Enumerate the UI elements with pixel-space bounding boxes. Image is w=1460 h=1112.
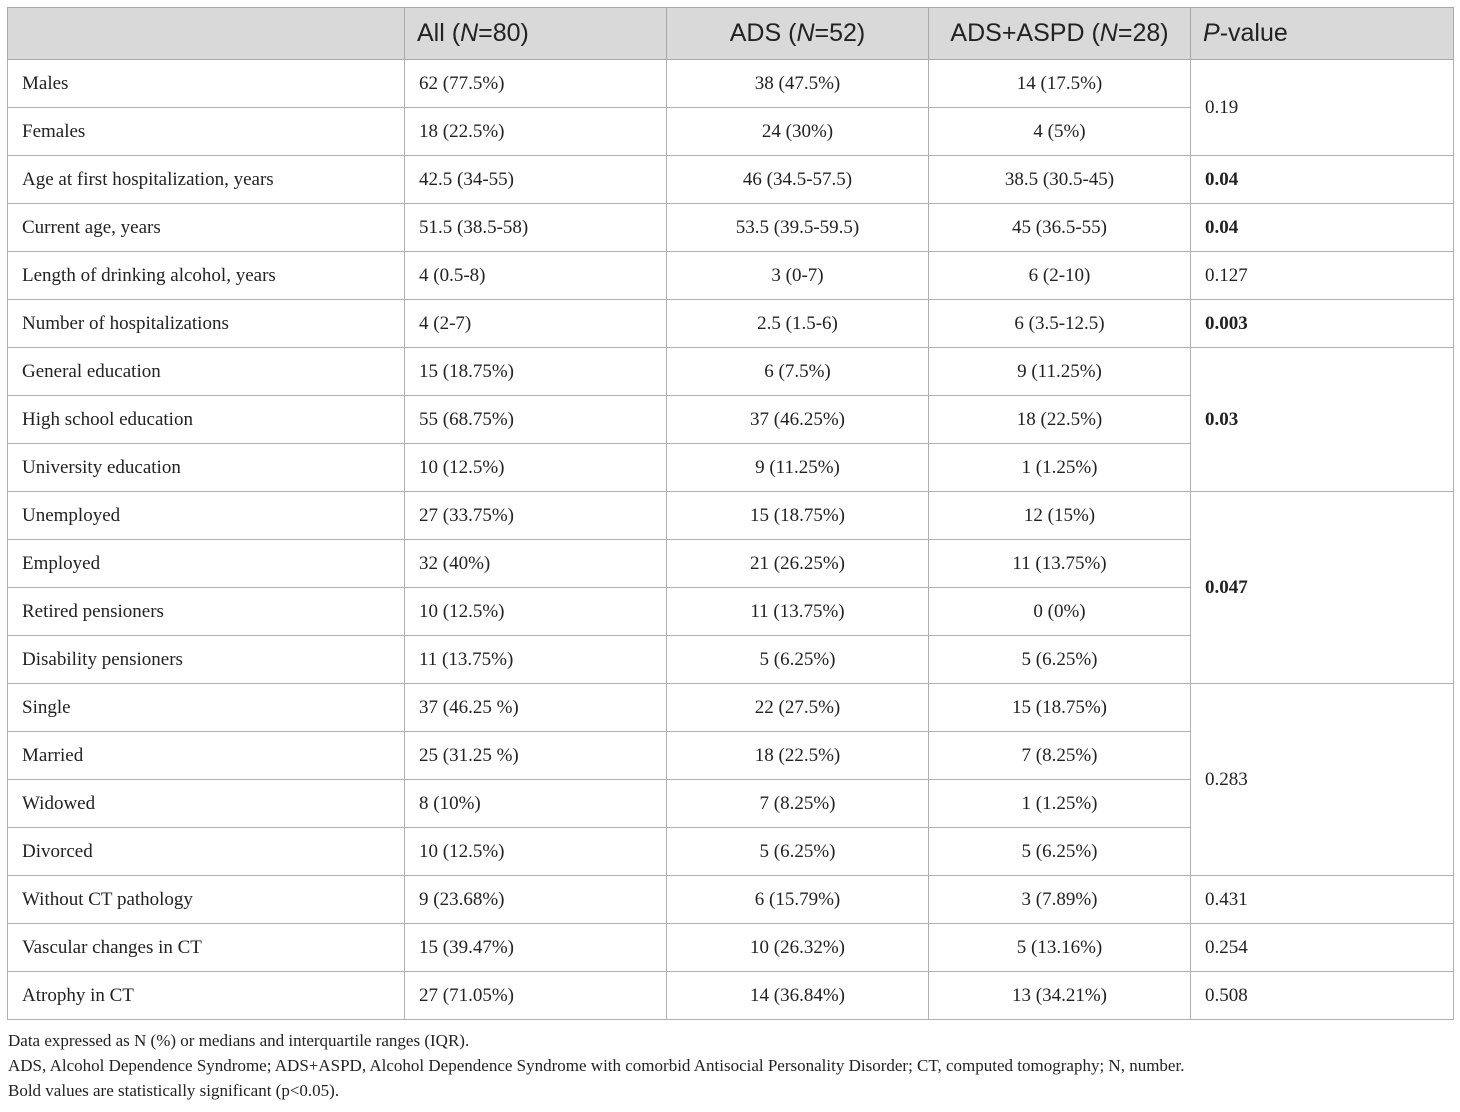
cell-all: 51.5 (38.5-58) xyxy=(405,204,667,252)
cell-ads-aspd: 11 (13.75%) xyxy=(929,540,1191,588)
cell-all: 15 (18.75%) xyxy=(405,348,667,396)
table-row xyxy=(8,300,1454,348)
row-label: General education xyxy=(8,348,405,396)
cell-all: 10 (12.5%) xyxy=(405,588,667,636)
cell-ads-aspd: 5 (6.25%) xyxy=(929,636,1191,684)
cell-p-value: 0.283 xyxy=(1191,684,1454,876)
row-label: Vascular changes in CT xyxy=(8,924,405,972)
cell-ads-aspd: 18 (22.5%) xyxy=(929,396,1191,444)
header-ads-aspd-prefix: ADS+ASPD ( xyxy=(950,19,1100,47)
cell-all: 11 (13.75%) xyxy=(405,636,667,684)
cell-ads: 37 (46.25%) xyxy=(667,396,929,444)
row-label: Atrophy in CT xyxy=(8,972,405,1020)
cell-ads: 10 (26.32%) xyxy=(667,924,929,972)
cell-ads: 24 (30%) xyxy=(667,108,929,156)
cell-ads: 5 (6.25%) xyxy=(667,636,929,684)
cell-all: 55 (68.75%) xyxy=(405,396,667,444)
row-label: Females xyxy=(8,108,405,156)
row-label: Without CT pathology xyxy=(8,876,405,924)
cell-ads-aspd: 6 (3.5-12.5) xyxy=(929,300,1191,348)
cell-all: 4 (2-7) xyxy=(405,300,667,348)
header-ads-aspd-n: N xyxy=(1099,19,1118,47)
row-label: Age at first hospitalization, years xyxy=(8,156,405,204)
row-label: University education xyxy=(8,444,405,492)
row-label: Number of hospitalizations xyxy=(8,300,405,348)
table-row xyxy=(8,684,1454,732)
cell-all: 10 (12.5%) xyxy=(405,444,667,492)
header-all-prefix: All ( xyxy=(417,19,461,47)
footnote-bold-significance: Bold values are statistically significant (p<0.05). xyxy=(8,1081,340,1100)
table-container xyxy=(7,7,1453,1103)
cell-ads-aspd: 5 (6.25%) xyxy=(929,828,1191,876)
cell-ads-aspd: 12 (15%) xyxy=(929,492,1191,540)
cell-ads-aspd: 5 (13.16%) xyxy=(929,924,1191,972)
cell-ads-aspd: 0 (0%) xyxy=(929,588,1191,636)
table-footnotes xyxy=(7,1028,1453,1103)
cell-p-value: 0.19 xyxy=(1191,60,1454,156)
row-label: Divorced xyxy=(8,828,405,876)
header-ads-aspd xyxy=(929,8,1191,60)
cell-ads: 3 (0-7) xyxy=(667,252,929,300)
cell-ads-aspd: 15 (18.75%) xyxy=(929,684,1191,732)
cell-all: 27 (33.75%) xyxy=(405,492,667,540)
cell-ads-aspd: 13 (34.21%) xyxy=(929,972,1191,1020)
header-ads-aspd-suffix: =28) xyxy=(1117,19,1169,47)
cell-p-value: 0.03 xyxy=(1191,348,1454,492)
header-ads-n: N xyxy=(796,19,815,47)
cell-ads-aspd: 4 (5%) xyxy=(929,108,1191,156)
cell-ads: 38 (47.5%) xyxy=(667,60,929,108)
row-label: Males xyxy=(8,60,405,108)
row-label: Length of drinking alcohol, years xyxy=(8,252,405,300)
cell-ads-aspd: 14 (17.5%) xyxy=(929,60,1191,108)
cell-all: 62 (77.5%) xyxy=(405,60,667,108)
row-label: Unemployed xyxy=(8,492,405,540)
cell-all: 8 (10%) xyxy=(405,780,667,828)
cell-p-value: 0.04 xyxy=(1191,156,1454,204)
cell-p-value: 0.047 xyxy=(1191,492,1454,684)
table-row xyxy=(8,252,1454,300)
header-all-suffix: =80) xyxy=(478,19,529,47)
cell-ads-aspd: 38.5 (30.5-45) xyxy=(929,156,1191,204)
header-variable xyxy=(8,8,405,60)
cell-all: 18 (22.5%) xyxy=(405,108,667,156)
cell-ads: 9 (11.25%) xyxy=(667,444,929,492)
row-label: Single xyxy=(8,684,405,732)
header-p-italic: P xyxy=(1203,19,1220,47)
cell-p-value: 0.508 xyxy=(1191,972,1454,1020)
header-ads xyxy=(667,8,929,60)
row-label: Married xyxy=(8,732,405,780)
cell-ads: 46 (34.5-57.5) xyxy=(667,156,929,204)
cell-ads: 5 (6.25%) xyxy=(667,828,929,876)
table-row xyxy=(8,876,1454,924)
cell-ads-aspd: 6 (2-10) xyxy=(929,252,1191,300)
table-row xyxy=(8,348,1454,396)
cell-ads-aspd: 45 (36.5-55) xyxy=(929,204,1191,252)
table-row xyxy=(8,492,1454,540)
cell-ads: 7 (8.25%) xyxy=(667,780,929,828)
cell-ads: 2.5 (1.5-6) xyxy=(667,300,929,348)
row-label: Employed xyxy=(8,540,405,588)
cell-ads: 53.5 (39.5-59.5) xyxy=(667,204,929,252)
cell-ads: 18 (22.5%) xyxy=(667,732,929,780)
cell-ads: 11 (13.75%) xyxy=(667,588,929,636)
cell-all: 25 (31.25 %) xyxy=(405,732,667,780)
cell-ads: 6 (7.5%) xyxy=(667,348,929,396)
header-all-n: N xyxy=(460,19,479,47)
cell-all: 10 (12.5%) xyxy=(405,828,667,876)
row-label: Disability pensioners xyxy=(8,636,405,684)
header-p-value xyxy=(1191,8,1454,60)
footnote-abbreviations: ADS, Alcohol Dependence Syndrome; ADS+ASPD, Alcohol Dependence Syndrome with comorbid Antisocial Personality Disorder; CT, computed tomography; N, number. xyxy=(8,1056,1185,1075)
cell-ads-aspd: 1 (1.25%) xyxy=(929,780,1191,828)
row-label: Retired pensioners xyxy=(8,588,405,636)
cell-all: 9 (23.68%) xyxy=(405,876,667,924)
cell-all: 27 (71.05%) xyxy=(405,972,667,1020)
row-label: High school education xyxy=(8,396,405,444)
cell-all: 42.5 (34-55) xyxy=(405,156,667,204)
cell-all: 32 (40%) xyxy=(405,540,667,588)
cell-ads: 22 (27.5%) xyxy=(667,684,929,732)
table-row xyxy=(8,60,1454,108)
cell-p-value: 0.003 xyxy=(1191,300,1454,348)
header-ads-suffix: =52) xyxy=(814,19,866,47)
table-row xyxy=(8,204,1454,252)
header-p-suffix: -value xyxy=(1219,19,1288,47)
table-row xyxy=(8,156,1454,204)
header-ads-prefix: ADS ( xyxy=(729,19,797,47)
cell-ads-aspd: 9 (11.25%) xyxy=(929,348,1191,396)
cell-ads: 14 (36.84%) xyxy=(667,972,929,1020)
cell-ads: 6 (15.79%) xyxy=(667,876,929,924)
cell-p-value: 0.04 xyxy=(1191,204,1454,252)
table-row xyxy=(8,972,1454,1020)
table-row xyxy=(8,924,1454,972)
cell-ads-aspd: 7 (8.25%) xyxy=(929,732,1191,780)
footnote-data-expression: Data expressed as N (%) or medians and interquartile ranges (IQR). xyxy=(8,1031,470,1050)
cell-ads-aspd: 1 (1.25%) xyxy=(929,444,1191,492)
header-all xyxy=(405,8,667,60)
row-label: Current age, years xyxy=(8,204,405,252)
cell-all: 4 (0.5-8) xyxy=(405,252,667,300)
cell-p-value: 0.254 xyxy=(1191,924,1454,972)
header-row xyxy=(8,8,1454,60)
cell-all: 37 (46.25 %) xyxy=(405,684,667,732)
cell-p-value: 0.127 xyxy=(1191,252,1454,300)
cell-all: 15 (39.47%) xyxy=(405,924,667,972)
data-table xyxy=(7,7,1454,1020)
row-label: Widowed xyxy=(8,780,405,828)
cell-ads: 15 (18.75%) xyxy=(667,492,929,540)
cell-p-value: 0.431 xyxy=(1191,876,1454,924)
cell-ads: 21 (26.25%) xyxy=(667,540,929,588)
cell-ads-aspd: 3 (7.89%) xyxy=(929,876,1191,924)
